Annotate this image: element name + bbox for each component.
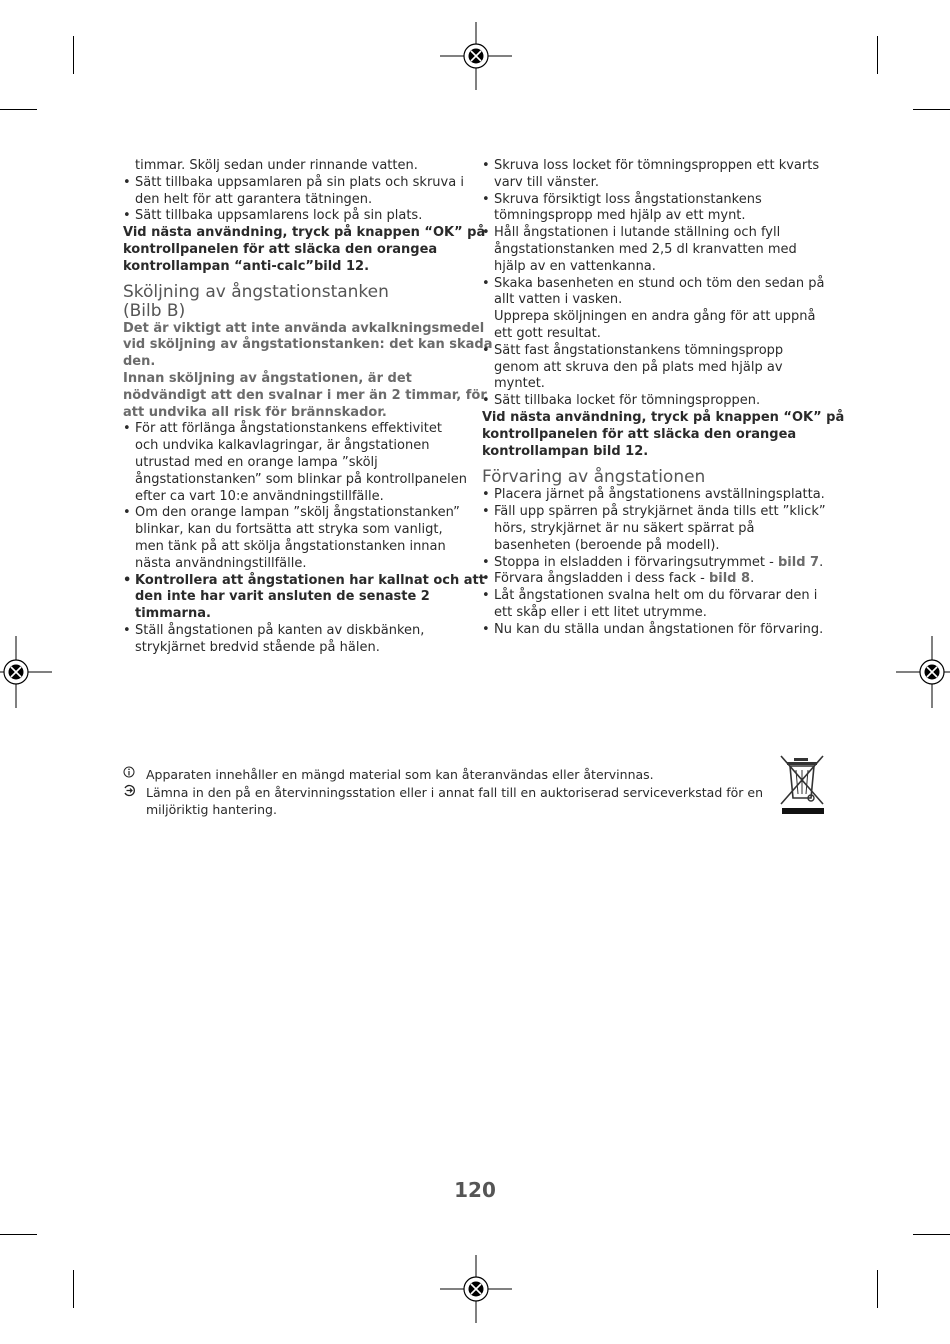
- list-item: [482, 555, 827, 572]
- text-line: nästa användningstillfälle.: [135, 555, 307, 571]
- text-line: • Sätt fast ångstationstankens tömningspropp: [494, 342, 784, 358]
- text-line: • Sätt tillbaka uppsamlarens lock på sin plats.: [135, 208, 423, 224]
- text-span: .: [819, 554, 824, 570]
- registration-mark-icon: [896, 636, 950, 708]
- warning-line: Innan sköljning av ångstationen, är det: [123, 370, 412, 386]
- text-line: men tänk på att skölja ångstationstanken innan: [135, 538, 446, 554]
- registration-mark-icon: [440, 1253, 512, 1325]
- list-item: [482, 276, 827, 343]
- text-line: blinkar, kan du fortsätta att stryka som vanligt,: [135, 522, 443, 538]
- crop-mark: [0, 1234, 37, 1235]
- text-line: den inte har varit ansluten de senaste 2: [135, 589, 430, 605]
- warning-line: vid sköljning av ångstationstanken: det kan skada: [123, 337, 493, 353]
- crop-mark: [877, 36, 878, 74]
- text-line: • Ställ ångstationen på kanten av diskbänken,: [135, 622, 425, 638]
- warning-line: Det är viktigt att inte använda avkalkningsmedel: [123, 320, 485, 336]
- text-line: • Nu kan du ställa undan ångstationen för förvaring.: [494, 621, 824, 637]
- right-column: [482, 158, 845, 639]
- list-item: [482, 158, 827, 192]
- registration-mark-icon: [0, 636, 52, 708]
- recycle-row: [123, 784, 763, 819]
- figure-reference: bild 8: [708, 571, 751, 587]
- crop-mark: [73, 36, 74, 74]
- text-span: Förvara ångsladden i dess fack -: [494, 571, 709, 587]
- warning-line: den.: [123, 354, 156, 370]
- heading-line: (Bilb B): [123, 300, 186, 321]
- text-line: • Om den orange lampan ”skölj ångstationstanken”: [135, 505, 460, 521]
- text-line: Apparaten innehåller en mängd material som kan återanvändas eller återvinnas.: [146, 767, 654, 782]
- list-item: [482, 622, 827, 639]
- heading-line: Förvaring av ångstationen: [482, 467, 706, 488]
- text-line: • Kontrollera att ångstationen har kallnat och att: [135, 572, 485, 588]
- note-line: Vid nästa användning, tryck på knappen “OK” på: [482, 409, 845, 425]
- arrow-circle-icon: [123, 784, 136, 803]
- text-line: • Håll ångstationen i lutande ställning och fyll: [494, 225, 781, 241]
- crossed-out-bin-icon: [779, 754, 827, 816]
- heading-line: Sköljning av ångstationstanken: [123, 281, 389, 302]
- figure-reference: bild 7: [777, 554, 820, 570]
- note-line: kontrollampan bild 12.: [482, 443, 649, 459]
- text-line: • Sätt tillbaka locket för tömningsproppen.: [494, 393, 761, 409]
- text-line: varv till vänster.: [494, 174, 599, 190]
- list-item: [123, 421, 468, 505]
- crop-mark: [877, 1270, 878, 1308]
- crop-mark: [0, 109, 37, 110]
- text-line: Lämna in den på en återvinningsstation eller i annat fall till en auktoriserad serviceverkstad för en: [146, 784, 764, 800]
- text-line: allt vatten i vasken.: [494, 292, 623, 308]
- text-line: • Fäll upp spärren på strykjärnet ända tills ett ”klick”: [494, 504, 826, 520]
- text-line: ångstationstanken” som blinkar på kontrollpanelen: [135, 471, 467, 487]
- note-line: kontrollampan “anti-calc”bild 12.: [123, 258, 370, 274]
- text-line: genom att skruva den på plats med hjälp av: [494, 359, 783, 375]
- text-line: miljöriktig hantering.: [146, 802, 277, 817]
- note-line: kontrollpanelen för att släcka den orangea: [482, 426, 797, 442]
- page-number: 120: [454, 1178, 496, 1202]
- text-line: och undvika kalkavlagringar, är ångstationen: [135, 438, 430, 454]
- text-line: Upprepa sköljningen en andra gång för att uppnå: [494, 309, 816, 325]
- list-item: [482, 393, 827, 410]
- info-row: [123, 766, 763, 784]
- list-item: [482, 192, 827, 226]
- list-item: [482, 343, 827, 393]
- text-line: timmarna.: [135, 606, 211, 622]
- text-line: • För att förlänga ångstationstankens effektivitet: [135, 421, 442, 437]
- text-line: efter ca vart 10:e användningstillfälle.: [135, 488, 384, 504]
- list-item: [482, 588, 827, 622]
- left-column: [123, 158, 493, 657]
- text-line: • Sätt tillbaka uppsamlaren på sin plats och skruva i: [135, 174, 464, 190]
- text-line: strykjärnet bredvid stående på hälen.: [135, 639, 380, 655]
- text-line: ett gott resultat.: [494, 325, 601, 341]
- crop-mark: [913, 1234, 950, 1235]
- text-line: den helt för att garantera tätningen.: [135, 191, 373, 207]
- note-line: Vid nästa användning, tryck på knappen “OK” på: [123, 225, 486, 241]
- list-item: [482, 504, 827, 554]
- environment-notice: [123, 766, 763, 819]
- section-heading: [123, 283, 468, 321]
- text-line: hörs, strykjärnet är nu säkert spärrat på: [494, 520, 755, 536]
- list-item: [123, 572, 485, 623]
- text-line: • Skruva loss locket för tömningsproppen ett kvarts: [494, 158, 820, 173]
- warning-line: att undvika all risk för brännskador.: [123, 404, 387, 420]
- text-line: [494, 571, 827, 588]
- text-span: Stoppa in elsladden i förvaringsutrymmet -: [494, 554, 778, 570]
- text-line: myntet.: [494, 376, 545, 392]
- list-item: [482, 225, 827, 275]
- list-item: [123, 208, 468, 225]
- info-circle-icon: [123, 766, 135, 784]
- text-line: ångstationstanken med 2,5 dl kranvatten med: [494, 241, 797, 257]
- text-line: timmar. Skölj sedan under rinnande vatten.: [135, 158, 418, 173]
- crop-mark: [73, 1270, 74, 1308]
- crop-mark: [913, 109, 950, 110]
- text-line: hjälp av en vattenkanna.: [494, 258, 656, 274]
- text-span: .: [750, 571, 755, 587]
- list-item: [123, 505, 468, 572]
- text-line: basenheten (beroende på modell).: [494, 537, 720, 553]
- registration-mark-icon: [440, 20, 512, 92]
- text-line: • Skaka basenheten en stund och töm den sedan på: [494, 275, 825, 291]
- list-item: [482, 487, 827, 504]
- list-item: [482, 571, 827, 588]
- text-line: • Låt ångstationen svalna helt om du förvarar den i: [494, 588, 818, 604]
- text-line: ett skåp eller i ett litet utrymme.: [494, 604, 707, 620]
- note-line: kontrollpanelen för att släcka den orangea: [123, 241, 438, 257]
- text-line: tömningspropp med hjälp av ett mynt.: [494, 208, 746, 224]
- text-line: • Placera järnet på ångstationens avställningsplatta.: [494, 487, 825, 503]
- list-item: [123, 623, 468, 657]
- text-line: utrustad med en orange lampa ”skölj: [135, 454, 378, 470]
- warning-line: nödvändigt att den svalnar i mer än 2 timmar, för: [123, 387, 487, 403]
- section-heading: [482, 468, 827, 487]
- list-item: [123, 175, 468, 209]
- text-line: [494, 555, 827, 572]
- text-line: • Skruva försiktigt loss ångstationstankens: [494, 191, 762, 207]
